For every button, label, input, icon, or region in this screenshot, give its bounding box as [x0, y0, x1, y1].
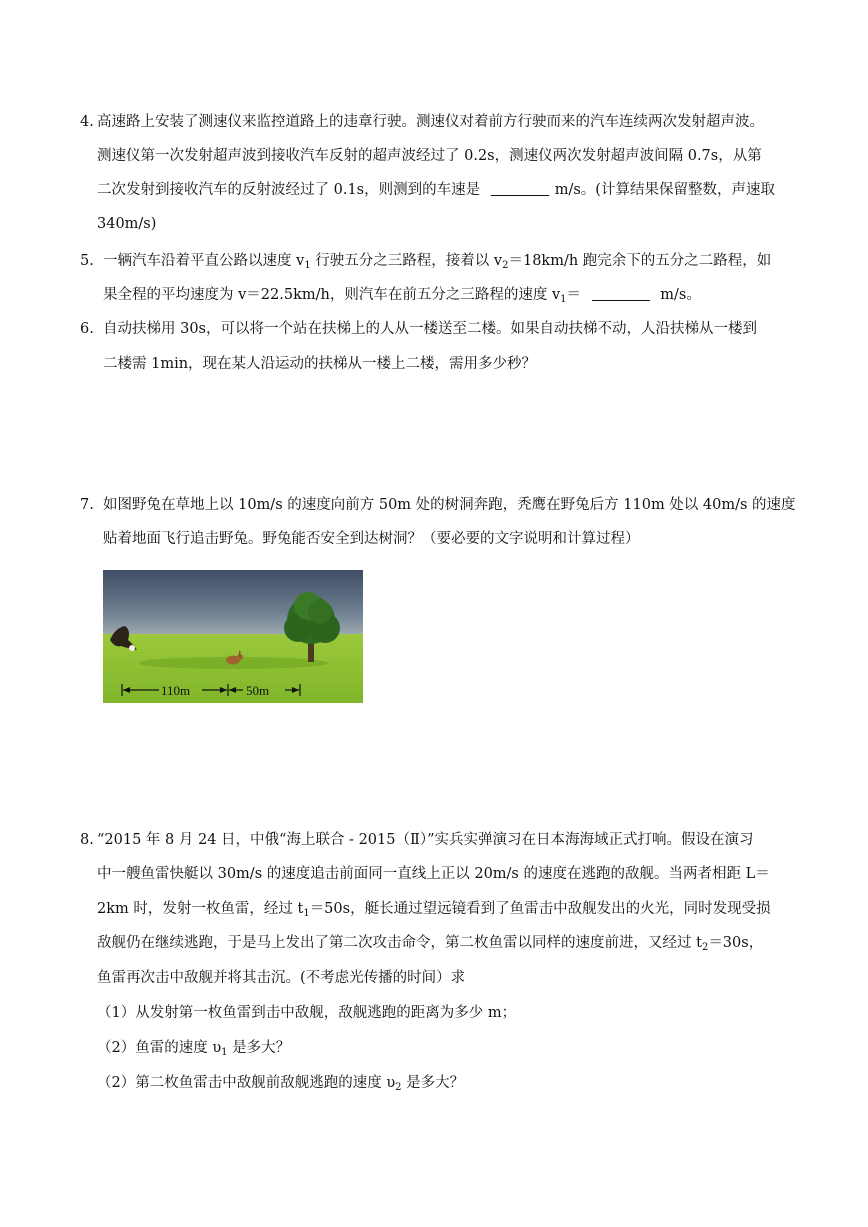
question-4-number: 4. — [80, 114, 94, 130]
question-8-part-1: （1）从发射第一枚鱼雷到击中敌舰，敌舰逃跑的距离为多少 m； — [97, 1005, 517, 1021]
question-4-line-3: 二次发射到接收汽车的反射波经过了 0.1s，则测到的车速是 m/s。(计算结果保留整数，声速取 — [97, 182, 775, 198]
question-8-line-4: 敌舰仍在继续逃跑，于是马上发出了第二次攻击命令，第二枚鱼雷以同样的速度前进，又经过 $t_2=30s$， — [97, 935, 764, 953]
distance-label-50: 50m — [246, 683, 270, 698]
hare-eagle-tree-figure — [103, 570, 363, 703]
question-5-line-1: 一辆汽车沿着平直公路以速度 $v_1$ 行驶五分之三路程，接着以 $v_2=18km/h$ 跑完余下的五分之二路程，如 — [103, 253, 772, 271]
question-8-line-2: 中一艘鱼雷快艇以 30m/s 的速度追击前面同一直线上正以 20m/s 的速度在逃跑的敌舰。当两者相距 L＝ — [97, 866, 770, 882]
question-4-line-2: 测速仪第一次发射超声波到接收汽车反射的超声波经过了 0.2s，测速仪两次发射超声波间隔 0.7s，从第 — [97, 148, 762, 164]
question-6-line-2: 二楼需 1min，现在某人沿运动的扶梯从一楼上二楼，需用多少秒？ — [103, 356, 537, 372]
question-4-line-1: 高速路上安装了测速仪来监控道路上的违章行驶。测速仪对着前方行驶而来的汽车连续两次发射超声波。 — [97, 114, 764, 130]
question-8-line-3: 2km 时，发射一枚鱼雷，经过 $t_1=50s$，艇长通过望远镜看到了鱼雷击中敌舰发出的火光，同时发现受损 — [97, 901, 771, 919]
question-4-line-4: 340m/s) — [97, 216, 157, 232]
question-7-number: 7. — [80, 497, 94, 513]
question-8-number: 8. — [80, 832, 94, 848]
answer-blank — [592, 286, 650, 301]
answer-blank — [491, 181, 549, 196]
question-8-part-2: （2）鱼雷的速度 $\upsilon_1$ 是多大？ — [97, 1040, 291, 1058]
question-6-number: 6. — [80, 321, 94, 337]
distance-label-110: 110m — [161, 683, 191, 698]
question-6-line-1: 自动扶梯用 30s，可以将一个站在扶梯上的人从一楼送至二楼。如果自动扶梯不动，人沿扶梯从一楼到 — [103, 321, 757, 337]
question-5-line-2: 果全程的平均速度为 v＝22.5km/h，则汽车在前五分之三路程的速度 $v_1= m/s$。 — [103, 287, 701, 305]
question-7-line-1: 如图野兔在草地上以 10m/s 的速度向前方 50m 处的树洞奔跑，秃鹰在野兔后方 110m 处以 40m/s 的速度 — [103, 497, 796, 513]
question-5-number: 5. — [80, 253, 94, 269]
question-8-part-3: （2）第二枚鱼雷击中敌舰前敌舰逃跑的速度 $\upsilon_2$ 是多大？ — [97, 1075, 465, 1093]
question-8-line-5: 鱼雷再次击中敌舰并将其击沉。(不考虑光传播的时间）求 — [97, 970, 466, 986]
question-8-line-1: “2015 年 8 月 24 日，中俄“海上联合 - 2015（Ⅱ）”实兵实弹演习在日本海海域正式打响。假设在演习 — [97, 832, 754, 848]
question-7-line-2: 贴着地面飞行追击野兔。野兔能否安全到达树洞？（要必要的文字说明和计算过程） — [103, 531, 640, 547]
